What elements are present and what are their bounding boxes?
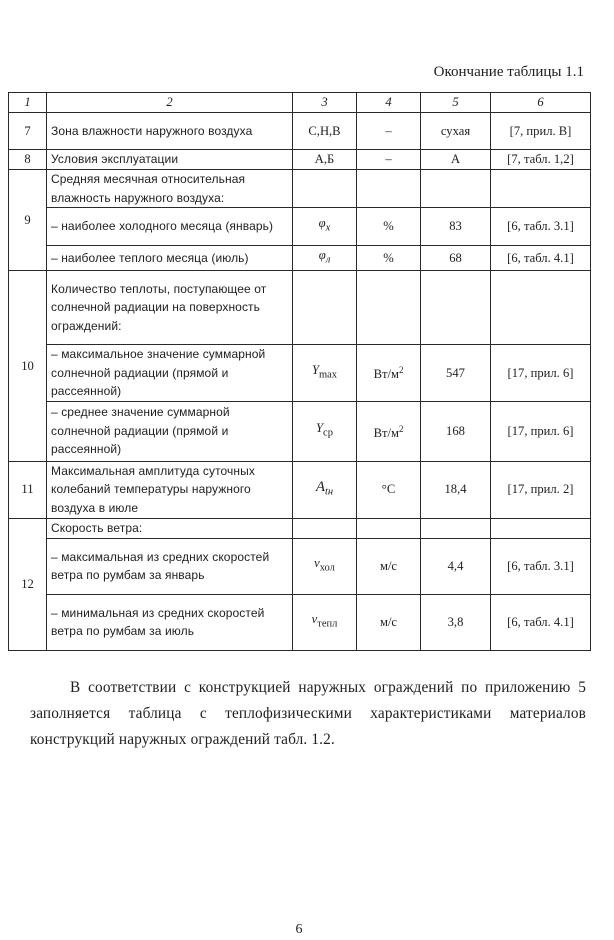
col-header: 5	[421, 93, 491, 113]
row-description: – наиболее теплого месяца (июль)	[47, 246, 293, 271]
row-source: [17, прил. 6]	[491, 401, 591, 461]
row-unit: $Вт/м^2$	[357, 345, 421, 402]
row-symbol: $\varphi_х$	[293, 208, 357, 246]
row-symbol: $A_{tн}$	[293, 461, 357, 518]
row-source: [6, табл. 3.1]	[491, 208, 591, 246]
table-row	[9, 208, 591, 246]
row-description: Условия эксплуатации	[47, 150, 293, 170]
row-source: [6, табл. 4.1]	[491, 246, 591, 271]
table-row	[9, 594, 591, 650]
table-row	[9, 150, 591, 170]
row-symbol: $v_{тепл}$	[293, 594, 357, 650]
table-row	[9, 401, 591, 461]
data-table	[8, 92, 591, 651]
row-value: 4,4	[421, 538, 491, 594]
row-value: 168	[421, 401, 491, 461]
row-unit: $Вт/м^2$	[357, 401, 421, 461]
row-number: 10	[9, 271, 47, 462]
row-unit: м/с	[357, 538, 421, 594]
row-source: [7, прил. В]	[491, 113, 591, 150]
row-number: 9	[9, 170, 47, 271]
row-description: Зона влажности наружного воздуха	[47, 113, 293, 150]
table-row	[9, 271, 591, 345]
row-value: 83	[421, 208, 491, 246]
row-group-heading: Количество теплоты, поступающее от солнечной радиации на поверхность ограждений:	[47, 271, 293, 345]
table-row	[9, 246, 591, 271]
col-header: 4	[357, 93, 421, 113]
row-number: 12	[9, 518, 47, 650]
row-value: 3,8	[421, 594, 491, 650]
col-header: 1	[9, 93, 47, 113]
page-number: 6	[295, 922, 303, 937]
col-header: 6	[491, 93, 591, 113]
body-paragraph: В соответствии с конструкцией наружных ограждений по приложению 5 заполняется таблица с теплофизическими характеристиками материалов конструкций наружных ограждений табл. 1.2.	[30, 679, 586, 749]
row-group-heading: Скорость ветра:	[47, 518, 293, 538]
row-symbol: $v_{хол}$	[293, 538, 357, 594]
col-header: 3	[293, 93, 357, 113]
row-group-heading: Средняя месячная относительная влажность наружного воздуха:	[47, 170, 293, 208]
table-row	[9, 518, 591, 538]
table-row	[9, 113, 591, 150]
row-description: – максимальная из средних скоростей ветра по румбам за январь	[47, 538, 293, 594]
row-symbol: А,Б	[293, 150, 357, 170]
row-number: 7	[9, 113, 47, 150]
row-source: [17, прил. 6]	[491, 345, 591, 402]
row-number: 11	[9, 461, 47, 518]
table-row	[9, 170, 591, 208]
table-row	[9, 345, 591, 402]
row-number: 8	[9, 150, 47, 170]
row-source: [7, табл. 1,2]	[491, 150, 591, 170]
table-header-row	[9, 93, 591, 113]
row-source: [6, табл. 3.1]	[491, 538, 591, 594]
row-description: – максимальное значение суммарной солнечной радиации (прямой и рассеянной)	[47, 345, 293, 402]
row-value: 68	[421, 246, 491, 271]
table-caption: Окончание таблицы 1.1	[433, 64, 584, 80]
row-symbol: $Y_{ср}$	[293, 401, 357, 461]
row-value: 547	[421, 345, 491, 402]
row-source: [6, табл. 4.1]	[491, 594, 591, 650]
row-value: сухая	[421, 113, 491, 150]
col-header: 2	[47, 93, 293, 113]
row-unit: %	[357, 246, 421, 271]
row-unit: °C	[357, 461, 421, 518]
row-unit: м/с	[357, 594, 421, 650]
row-unit: –	[357, 113, 421, 150]
row-value: 18,4	[421, 461, 491, 518]
row-symbol: $\varphi_л$	[293, 246, 357, 271]
table-row	[9, 461, 591, 518]
row-description: – наиболее холодного месяца (январь)	[47, 208, 293, 246]
row-source: [17, прил. 2]	[491, 461, 591, 518]
row-description: Максимальная амплитуда суточных колебаний температуры наружного воздуха в июле	[47, 461, 293, 518]
table-row	[9, 538, 591, 594]
row-unit: %	[357, 208, 421, 246]
row-description: – минимальная из средних скоростей ветра по румбам за июль	[47, 594, 293, 650]
row-description: – среднее значение суммарной солнечной радиации (прямой и рассеянной)	[47, 401, 293, 461]
row-value: А	[421, 150, 491, 170]
row-unit: –	[357, 150, 421, 170]
row-symbol: $Y_{max}$	[293, 345, 357, 402]
row-symbol: С,Н,В	[293, 113, 357, 150]
